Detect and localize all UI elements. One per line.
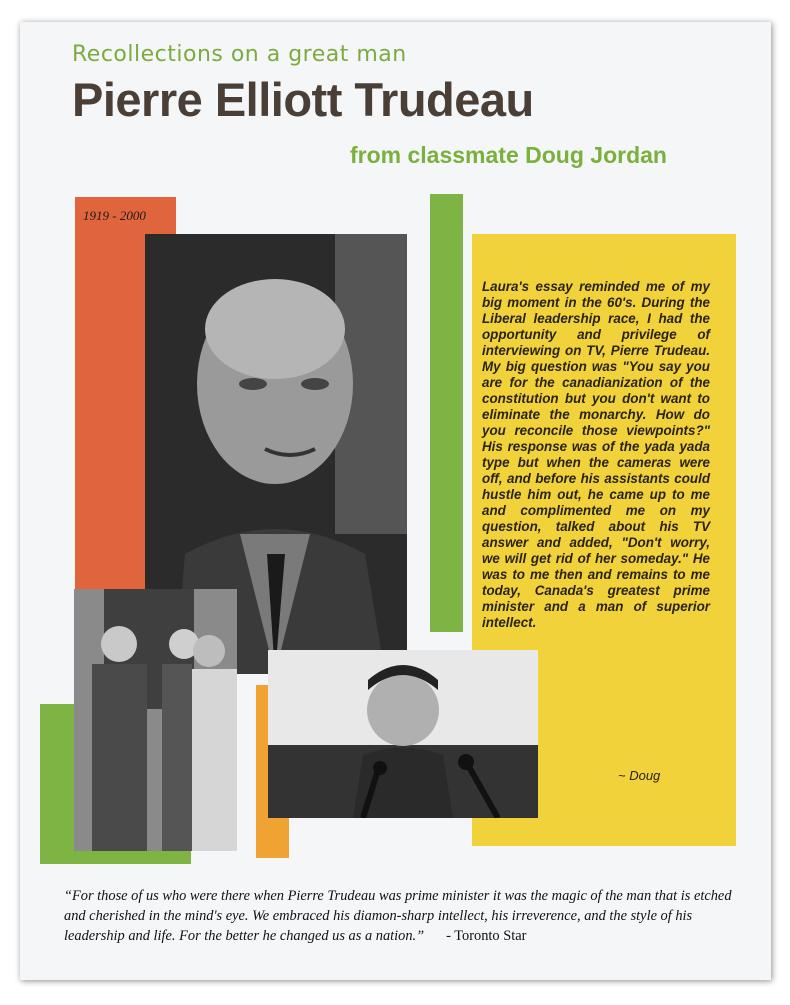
kicker: Recollections on a great man: [72, 42, 407, 67]
quote-source: - Toronto Star: [446, 928, 527, 944]
group-illustration: [74, 589, 237, 851]
quote-block: [64, 886, 754, 946]
essay-text: Laura's essay reminded me of my big moment in the 60's. During the Liberal leadership race, I had the opportunity and privilege of interviewing on TV, Pierre Trudeau. My big question was "You say you are for the canadianization of the constitution but you don't want to eliminate the monarchy. How do you reconcile those viewpoints?" His response was of the yada yada type but when the cameras were off, and before his assistants could hustle him out, he came up to me and complimented me on my question, talked about his TV answer and added, "Don't worry, we will get rid of her someday." He was to me then and remains to me today, Canada's greatest prime minister and a man of superior intellect.: [482, 279, 710, 630]
life-dates: 1919 - 2000: [83, 208, 146, 223]
quote-text: “For those of us who were there when Pierre Trudeau was prime minister it was the magic of the man that is etched and cherished in the mind's eye. We embraced his diamon-sharp intellect, his irreverence, and the style of his leadership and life. For the better he changed us as a nation.”: [64, 888, 732, 944]
podium-illustration: [268, 650, 538, 818]
page-title: Pierre Elliott Trudeau: [72, 73, 534, 126]
subtitle: from classmate Doug Jordan: [350, 142, 667, 168]
signoff: ~ Doug: [618, 768, 661, 783]
podium-photo: [268, 650, 538, 818]
page: [20, 22, 771, 980]
green-color-block-tall: [430, 194, 463, 632]
group-photo: [74, 589, 237, 851]
